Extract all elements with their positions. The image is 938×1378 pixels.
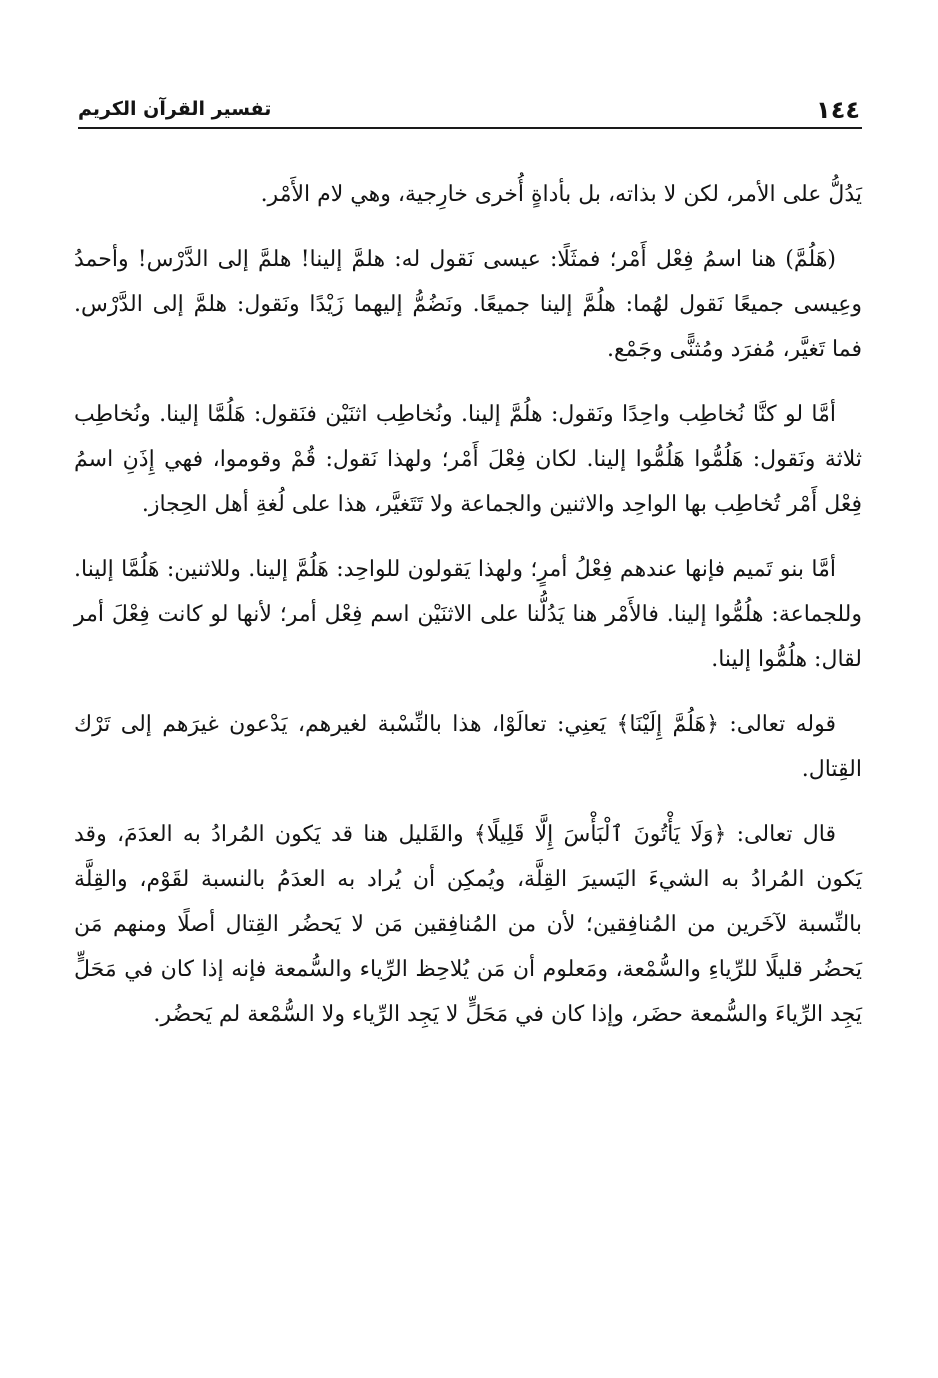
page-body xyxy=(74,172,862,1057)
header-divider xyxy=(78,127,862,129)
paragraph-4: أمَّا بنو تَميم فإنها عندهم فِعْلُ أمرٍ؛ ولهذا يَقولون للواحِد: هَلُمَّ إلينا. وللاثنين: هَلُمَّا إلينا. وللجماعة: هلُمُّوا إلينا. فالأَمْر هنا يَدُلُّنا على الاثنَيْن اسم فِعْل أمر؛ لأنها لو كانت فِعْلَ أمر لقال: هلُمُّوا إلينا. xyxy=(74,557,862,672)
paragraph-6: قال تعالى: ﴿وَلَا يَأْتُونَ ٱلْبَأْسَ إِلَّا قَلِيلًا﴾ والقَليل هنا قد يَكون المُرادُ به العدَمَ، وقد يَكون المُرادُ به الشيءَ اليَسيرَ القِلَّة، ويُمكِن أن يُراد به العدَمُ بالنسبة لقَوْم، والقِلَّة بالنِّسبة لآخَرين من المُنافِقين؛ لأن من المُنافِقين مَن لا يَحضُر القِتال أصلًا ومنهم مَن يَحضُر قليلًا للرِّياءِ والسُّمْعة، ومَعلوم أن مَن يُلاحِظ الرِّياء والسُّمعة فإنه إذا كان في مَحَلٍّ يَجِد الرِّياءَ والسُّمعة حضَر، وإذا كان في مَحَلٍّ لا يَجِد الرِّياء ولا السُّمْعة لم يَحضُر. xyxy=(74,822,862,1027)
book-title: تفسير القرآن الكريم xyxy=(78,98,272,120)
page-header xyxy=(78,86,860,126)
page-number: ١٤٤ xyxy=(816,96,860,124)
paragraph-3: أمَّا لو كنَّا نُخاطِب واحِدًا ونَقول: هلُمَّ إلينا. ونُخاطِب اثنَيْن فنَقول: هَلُمَّا إلينا. ونُخاطِب ثلاثة ونَقول: هَلُمُّوا هَلُمُّوا إلينا. لكان فِعْلَ أَمْر؛ ولهذا نَقول: قُمْ وقوموا، فهي إِذَنِ اسمُ فِعْل أَمْر تُخاطِب بها الواحِد والاثنين والجماعة ولا تَتَغيَّر، هذا على لُغةِ أهل الحِجاز. xyxy=(74,402,862,517)
paragraph-1: يَدُلُّ على الأمر، لكن لا بذاته، بل بأداةٍ أُخرى خارِجية، وهي لام الأَمْر. xyxy=(260,182,862,207)
paragraph-2: (هَلُمَّ) هنا اسمُ فِعْل أَمْر؛ فمثَلًا: عيسى نَقول له: هلمَّ إلينا! هلمَّ إلى الدَّرْس! وأحمدُ وعِيسى جميعًا نَقول لهُما: هلُمَّ إلينا جميعًا. ونَضُمُّ إليهما زَيْدًا ونَقول: هلمَّ إلى الدَّرْس. فما تَغيَّر، مُفرَد ومُثنًّى وجَمْع. xyxy=(74,247,862,362)
paragraph-5: قوله تعالى: ﴿هَلُمَّ إِلَيْنَا﴾ يَعنِي: تعالَوْا، هذا بالنِّسْبة لغيرهم، يَدْعون غيرَهم إلى تَرْك القِتال. xyxy=(74,712,862,782)
